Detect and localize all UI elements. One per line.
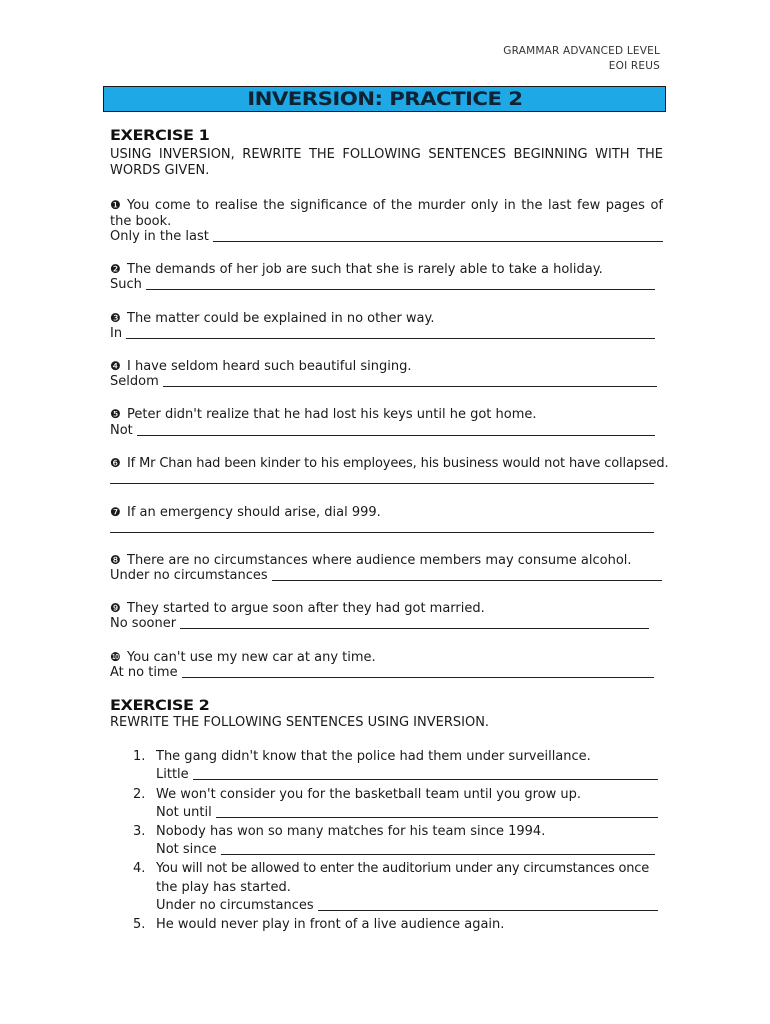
ex2-item-1-answer <box>156 767 658 783</box>
exercise2-instructions: REWRITE THE FOLLOWING SENTENCES USING INVERSION. <box>110 715 490 730</box>
ex1-item-10-answer <box>110 665 654 681</box>
prompt-text: Not until <box>156 805 212 820</box>
ex1-item-1-sentence <box>110 197 663 230</box>
item-marker: ❾ <box>110 601 121 615</box>
ex2-item-2-sentence: We won't consider you for the basketball team until you grow up. <box>156 787 581 802</box>
sentence-text: You can't use my new car at any time. <box>127 650 376 665</box>
ex2-item-4-sentence-line2: the play has started. <box>156 880 291 895</box>
sentence-text: The demands of her job are such that she is rarely able to take a holiday. <box>127 262 603 277</box>
answer-blank[interactable] <box>221 842 655 855</box>
item-marker: ❼ <box>110 505 121 519</box>
ex1-item-3-sentence <box>110 310 435 327</box>
ex1-item-8-answer <box>110 568 662 584</box>
answer-blank[interactable] <box>110 520 654 533</box>
answer-blank[interactable] <box>216 805 658 818</box>
header-level: GRAMMAR ADVANCED LEVEL <box>503 45 660 57</box>
item-marker: ❻ <box>110 456 121 470</box>
ex1-item-2-sentence <box>110 261 603 278</box>
ex1-item-8-sentence <box>110 552 632 569</box>
ex2-item-4-sentence-line1: You will not be allowed to enter the auditorium under any circumstances once <box>156 861 650 876</box>
item-marker: ❿ <box>110 650 121 664</box>
prompt-text: Not since <box>156 842 217 857</box>
ex1-item-7-answer <box>110 520 654 536</box>
prompt-text: Not <box>110 423 133 438</box>
prompt-text: Such <box>110 277 142 292</box>
ex2-item-5-sentence: He would never play in front of a live audience again. <box>156 917 505 932</box>
ex1-item-3-answer <box>110 326 655 342</box>
ex1-item-9-answer <box>110 616 649 632</box>
prompt-text: In <box>110 326 123 341</box>
sentence-text: If an emergency should arise, dial 999. <box>127 505 381 520</box>
ex1-item-6-sentence <box>110 455 668 472</box>
answer-blank[interactable] <box>213 229 663 242</box>
ex2-item-5-number: 5. <box>133 917 146 932</box>
ex2-item-4-number: 4. <box>133 861 146 876</box>
answer-blank[interactable] <box>180 616 649 629</box>
ex2-item-2-number: 2. <box>133 787 146 802</box>
exercise1-instructions: USING INVERSION, REWRITE THE FOLLOWING SENTENCES BEGINNING WITH THE WORDS GIVEN. <box>110 147 663 178</box>
ex2-item-3-sentence: Nobody has won so many matches for his team since 1994. <box>156 824 546 839</box>
ex1-item-5-sentence <box>110 406 537 423</box>
answer-blank[interactable] <box>163 374 657 387</box>
ex2-item-2-answer <box>156 805 658 821</box>
answer-blank[interactable] <box>272 568 662 581</box>
answer-blank[interactable] <box>318 898 658 911</box>
exercise2-title: EXERCISE 2 <box>110 698 210 714</box>
sentence-text: I have seldom heard such beautiful singing. <box>127 359 412 374</box>
ex2-item-3-answer <box>156 842 655 858</box>
answer-blank[interactable] <box>126 326 655 339</box>
document-header <box>503 44 660 74</box>
prompt-text: Only in the last <box>110 229 209 244</box>
item-marker: ❷ <box>110 262 121 276</box>
answer-blank[interactable] <box>193 767 658 780</box>
prompt-text: Under no circumstances <box>156 898 314 913</box>
item-marker: ❺ <box>110 407 121 421</box>
ex1-item-4-sentence <box>110 358 411 375</box>
sentence-text: The matter could be explained in no other way. <box>127 311 435 326</box>
answer-blank[interactable] <box>110 471 654 484</box>
sentence-text: They started to argue soon after they had got married. <box>127 601 485 616</box>
prompt-text: At no time <box>110 665 178 680</box>
item-marker: ❽ <box>110 553 121 567</box>
title-banner <box>103 86 666 112</box>
ex2-item-3-number: 3. <box>133 824 146 839</box>
sentence-text: You come to realise the significance of the murder only in the last few pages of the book. <box>110 198 663 229</box>
ex1-item-7-sentence <box>110 504 381 521</box>
prompt-text: No sooner <box>110 616 177 631</box>
ex1-item-4-answer <box>110 374 657 390</box>
ex1-item-9-sentence <box>110 600 485 617</box>
item-marker: ❸ <box>110 311 121 325</box>
sentence-text: If Mr Chan had been kinder to his employees, his business would not have collapsed. <box>127 456 669 471</box>
ex1-item-1-answer <box>110 229 663 245</box>
exercise1-title: EXERCISE 1 <box>110 128 210 144</box>
ex1-item-6-answer <box>110 471 654 487</box>
ex2-item-1-sentence: The gang didn't know that the police had them under surveillance. <box>156 749 591 764</box>
ex1-item-5-answer <box>110 423 655 439</box>
ex2-item-4-answer <box>156 898 658 914</box>
answer-blank[interactable] <box>146 277 655 290</box>
answer-blank[interactable] <box>137 423 655 436</box>
ex1-item-10-sentence <box>110 649 376 666</box>
prompt-text: Seldom <box>110 374 159 389</box>
item-marker: ❶ <box>110 198 121 212</box>
sentence-text: Peter didn't realize that he had lost his keys until he got home. <box>127 407 537 422</box>
page-title: INVERSION: PRACTICE 2 <box>246 88 523 110</box>
ex1-item-2-answer <box>110 277 655 293</box>
ex2-item-1-number: 1. <box>133 749 146 764</box>
prompt-text: Under no circumstances <box>110 568 268 583</box>
sentence-text: There are no circumstances where audience members may consume alcohol. <box>127 553 632 568</box>
header-school: EOI REUS <box>608 60 660 72</box>
item-marker: ❹ <box>110 359 121 373</box>
prompt-text: Little <box>156 767 189 782</box>
answer-blank[interactable] <box>182 665 654 678</box>
